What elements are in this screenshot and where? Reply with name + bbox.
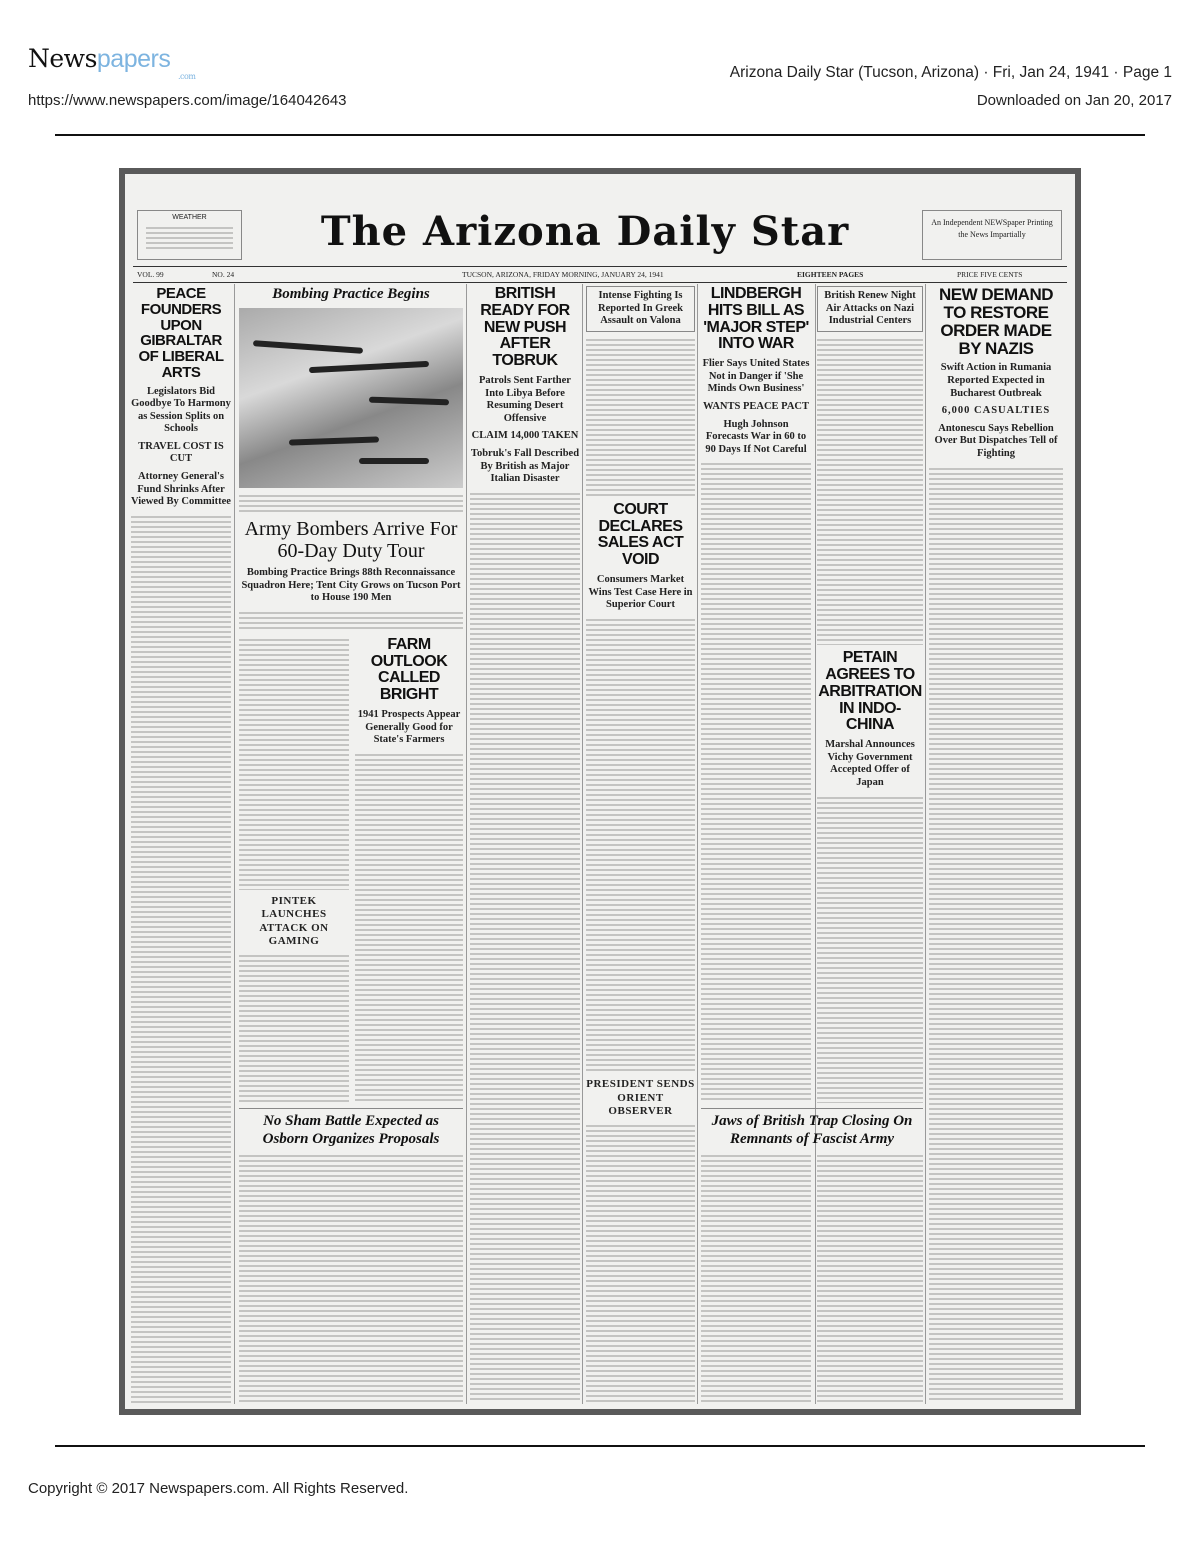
article-body <box>239 637 349 890</box>
column-2 <box>239 286 463 1403</box>
logo-suffix: .com <box>178 72 196 81</box>
article-body <box>586 1123 695 1403</box>
masthead-title: The Arizona Daily Star <box>320 208 850 255</box>
column-4 <box>586 286 695 1403</box>
article-body <box>355 752 463 1103</box>
subhead: 6,000 CASUALTIES <box>941 405 1051 417</box>
subhead: Attorney General's Fund Shrinks After Viewed By Committee <box>131 471 231 508</box>
photo-headline: Bombing Practice Begins <box>272 286 430 302</box>
weather-box <box>137 210 242 260</box>
motto-box: An Independent NEWSpaper Printing the News Impartially <box>922 210 1062 260</box>
article-body <box>470 491 580 1403</box>
column-1 <box>131 286 231 1403</box>
headline-court-declares: COURT DECLARES SALES ACT VOID <box>597 500 684 569</box>
copyright: Copyright © 2017 Newspapers.com. All Rights Reserved. <box>28 1480 409 1497</box>
page-count: EIGHTEEN PAGES <box>797 270 864 279</box>
headline-british-ready: BRITISH READY FOR NEW PUSH AFTER TOBRUK <box>480 286 570 370</box>
price: PRICE FIVE CENTS <box>957 270 1023 279</box>
headline-new-demand: NEW DEMAND TO RESTORE ORDER MADE BY NAZIS <box>939 286 1053 358</box>
headline-army-bombers: Army Bombers Arrive For 60-Day Duty Tour <box>244 518 458 562</box>
article-body <box>239 1153 463 1403</box>
citation: Arizona Daily Star (Tucson, Arizona) · Fri, Jan 24, 1941 · Page 1 <box>729 64 1172 81</box>
headline-peace-founders: PEACE FOUNDERS UPON GIBRALTAR OF LIBERAL ARTS <box>138 286 224 381</box>
logo-accent: papers <box>96 45 171 73</box>
column-5 <box>701 286 811 1103</box>
article-body <box>817 795 923 1103</box>
headline-farm-outlook: FARM OUTLOOK CALLED BRIGHT <box>370 636 448 704</box>
subhead: Hugh Johnson Forecasts War in 60 to 90 Days If Not Careful <box>705 418 807 455</box>
subhead: Patrols Sent Farther Into Libya Before Resuming Desert Offensive <box>479 374 571 424</box>
article-body <box>586 617 695 1074</box>
divider <box>55 134 1145 136</box>
issue-number: NO. 24 <box>212 270 235 279</box>
subhead: Bombing Practice Brings 88th Reconnaissance Squadron Here; Tent City Grows on Tucson Port to House 190 Men <box>241 567 461 604</box>
weather-table <box>146 225 233 251</box>
subhead: WANTS PEACE PACT <box>703 400 809 412</box>
column-7 <box>929 286 1063 1403</box>
dateline-row <box>137 270 1067 280</box>
columns-5-6 <box>701 286 923 1403</box>
headline-president-sends: PRESIDENT SENDS ORIENT OBSERVER <box>586 1078 695 1117</box>
newspaper-scan <box>119 168 1081 1415</box>
headline-no-sham-battle: No Sham Battle Expected as Osborn Organizes Proposals <box>239 1108 463 1148</box>
subhead: Consumers Market Wins Test Case Here in Superior Court <box>588 573 693 611</box>
article-body <box>817 1153 923 1403</box>
headline-petain: PETAIN AGREES TO ARBITRATION IN INDO-CHINA <box>818 649 922 734</box>
headline-lindbergh: LINDBERGH HITS BILL AS 'MAJOR STEP' INTO WAR <box>703 286 809 353</box>
subhead: Tobruk's Fall Described By British as Major Italian Disaster <box>470 447 580 485</box>
bombers-photo <box>239 308 463 488</box>
divider <box>55 1445 1145 1447</box>
subhead: TRAVEL COST IS CUT <box>138 440 224 465</box>
dateline: TUCSON, ARIZONA, FRIDAY MORNING, JANUARY 24, 1941 <box>462 270 664 279</box>
article-body <box>239 610 463 632</box>
headline-pintek: PINTEK LAUNCHES ATTACK ON GAMING <box>259 895 329 947</box>
weather-label: WEATHER <box>172 214 207 221</box>
column-6 <box>817 286 923 1103</box>
subhead: Antonescu Says Rebellion Over But Dispatches Tell of Fighting <box>934 422 1058 459</box>
subhead: Legislators Bid Goodbye To Harmony as Session Splits on Schools <box>131 385 231 435</box>
article-body <box>817 337 923 645</box>
download-date: Downloaded on Jan 20, 2017 <box>976 92 1172 109</box>
article-body <box>701 461 811 1103</box>
subhead: Flier Says United States Not in Danger if 'She Minds Own Business' <box>702 358 810 395</box>
article-body <box>239 953 349 1103</box>
subhead: Swift Action in Rumania Reported Expected in Bucharest Outbreak <box>940 362 1052 399</box>
headline-raf-attacks: British Renew Night Air Attacks on Nazi Industrial Centers <box>817 286 923 332</box>
volume: VOL. 99 <box>137 270 164 279</box>
photo-caption <box>239 493 463 513</box>
newspapers-logo[interactable] <box>28 44 196 81</box>
subhead: Marshal Announces Vichy Government Accepted Offer of Japan <box>825 739 915 788</box>
article-body <box>701 1153 811 1403</box>
logo-text: News <box>28 44 97 73</box>
subhead: 1941 Prospects Appear Generally Good for State's Farmers <box>357 708 461 746</box>
subhead: CLAIM 14,000 TAKEN <box>471 430 579 442</box>
article-body <box>929 466 1063 1403</box>
headline-greek-fighting: Intense Fighting Is Reported In Greek Assault on Valona <box>586 286 695 332</box>
headline-jaws-of-british-trap: Jaws of British Trap Closing On Remnants of Fascist Army <box>701 1108 923 1148</box>
article-body <box>131 514 231 1403</box>
article-body <box>586 337 695 497</box>
image-url[interactable]: https://www.newspapers.com/image/164042643 <box>28 92 347 109</box>
column-3 <box>470 286 580 1403</box>
newspaper-page <box>125 174 1075 1409</box>
